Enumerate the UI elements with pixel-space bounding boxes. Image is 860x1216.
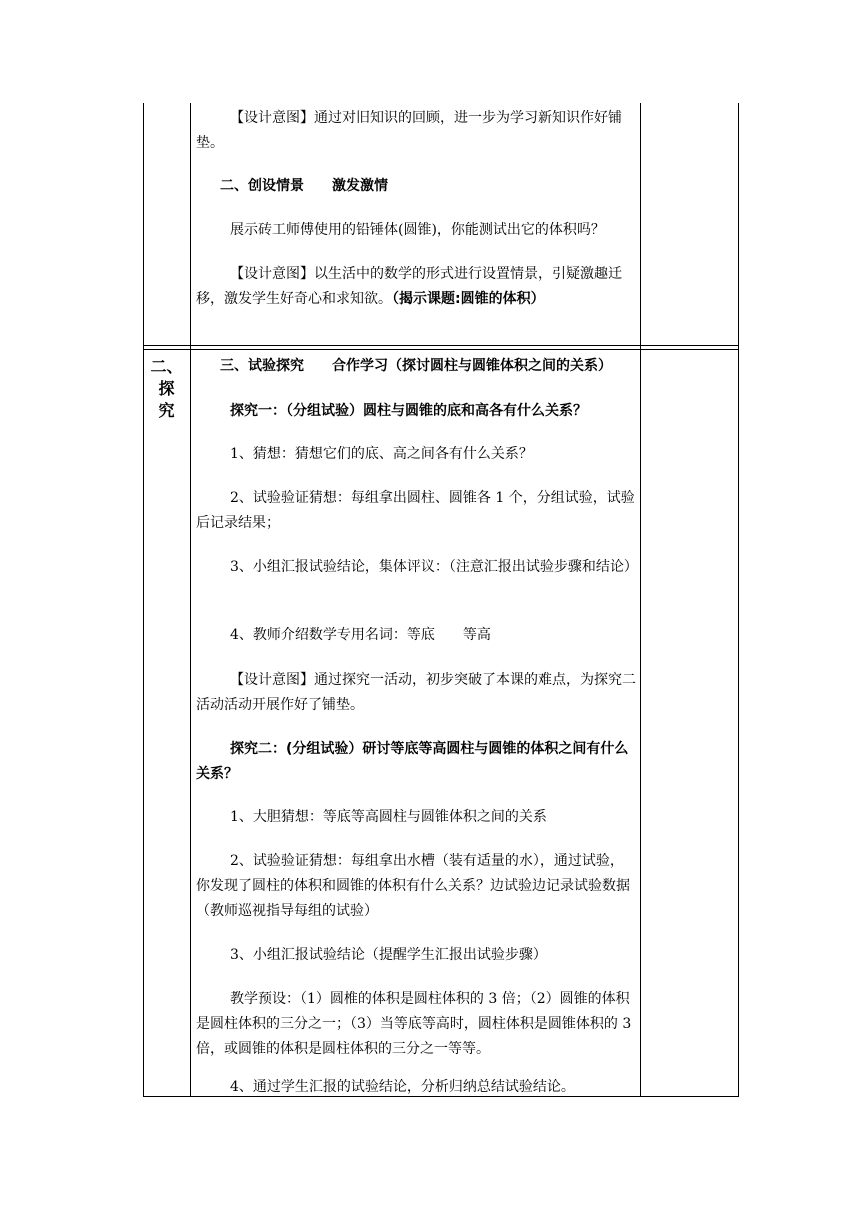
stage-label-line3: 究 (158, 401, 175, 420)
section-heading-2: 二、创设情景 激发激情 (220, 178, 388, 194)
scenario-paragraph: 展示砖工师傅使用的铅锤体(圆锥)，你能测试出它的体积吗？ (230, 222, 605, 238)
table-divider-2 (640, 103, 641, 1097)
section-heading-3: 三、试验探究 合作学习（探讨圆柱与圆锥体积之间的关系） (220, 358, 612, 374)
step-verify: 2、试验验证猜想：每组拿出圆柱、圆锥各 1 个，分组试验，试验后记录结果； (196, 490, 635, 531)
row-divider (143, 345, 739, 346)
design-intent-paragraph-1: 【设计意图】通过对旧知识的回顾，进一步为学习新知识作好铺垫。 (196, 110, 622, 151)
lesson-topic-reveal: （揭示课题:圆锥的体积） (392, 291, 545, 307)
bold-guess: 1、大胆猜想：等底等高圆柱与圆锥体积之间的关系 (230, 809, 547, 825)
table-divider-1 (190, 103, 191, 1097)
design-intent-paragraph-3: 【设计意图】通过探究一活动，初步突破了本课的难点，为探究二活动活动开展作好了铺垫。 (196, 672, 636, 713)
row-divider-2 (143, 349, 739, 350)
step-guess: 1、猜想：猜想它们的底、高之间各有什么关系？ (230, 446, 533, 462)
design-intent-text: 【设计意图】以生活中的数学的形式进行设置情景，引疑激趣迁移，激发学生好奇心和求知欲。 (196, 266, 622, 307)
exploration-1-heading: 探究一：（分组试验）圆柱与圆锥的底和高各有什么关系？ (230, 403, 587, 419)
table-border-right (738, 103, 739, 1097)
step-report: 3、小组汇报试验结论，集体评议：（注意汇报出试验步骤和结论） (230, 559, 638, 575)
stage-label-line1: 二、 (150, 357, 183, 376)
teaching-preset: 教学预设：（1）圆椎的体积是圆柱体积的 3 倍；（2）圆锥的体积是圆柱体积的三分之一；（3）当等底等高时，圆柱体积是圆锥体积的 3 倍，或圆锥的体积是圆柱体积的三分之一等等。 (196, 991, 632, 1057)
step-terms: 4、教师介绍数学专用名词：等底 等高 (230, 627, 491, 643)
stage-label (143, 356, 190, 422)
exploration-2-heading: 探究二：(分组试验）研讨等底等高圆柱与圆锥的体积之间有什么关系？ (196, 741, 629, 782)
experiment-verify: 2、试验验证猜想：每组拿出水槽（装有适量的水），通过试验，你发现了圆柱的体积和圆锥的体积有什么关系？边试验边记录试验数据（教师巡视指导每组的试验） (196, 853, 630, 919)
table-border-left (143, 103, 144, 1097)
stage-label-line2: 探 (158, 379, 175, 398)
group-report: 3、小组汇报试验结论（提醒学生汇报出试验步骤） (230, 947, 547, 963)
design-intent-paragraph-2 (196, 262, 636, 312)
summary-step: 4、通过学生汇报的试验结论，分析归纳总结试验结论。 (230, 1079, 575, 1095)
